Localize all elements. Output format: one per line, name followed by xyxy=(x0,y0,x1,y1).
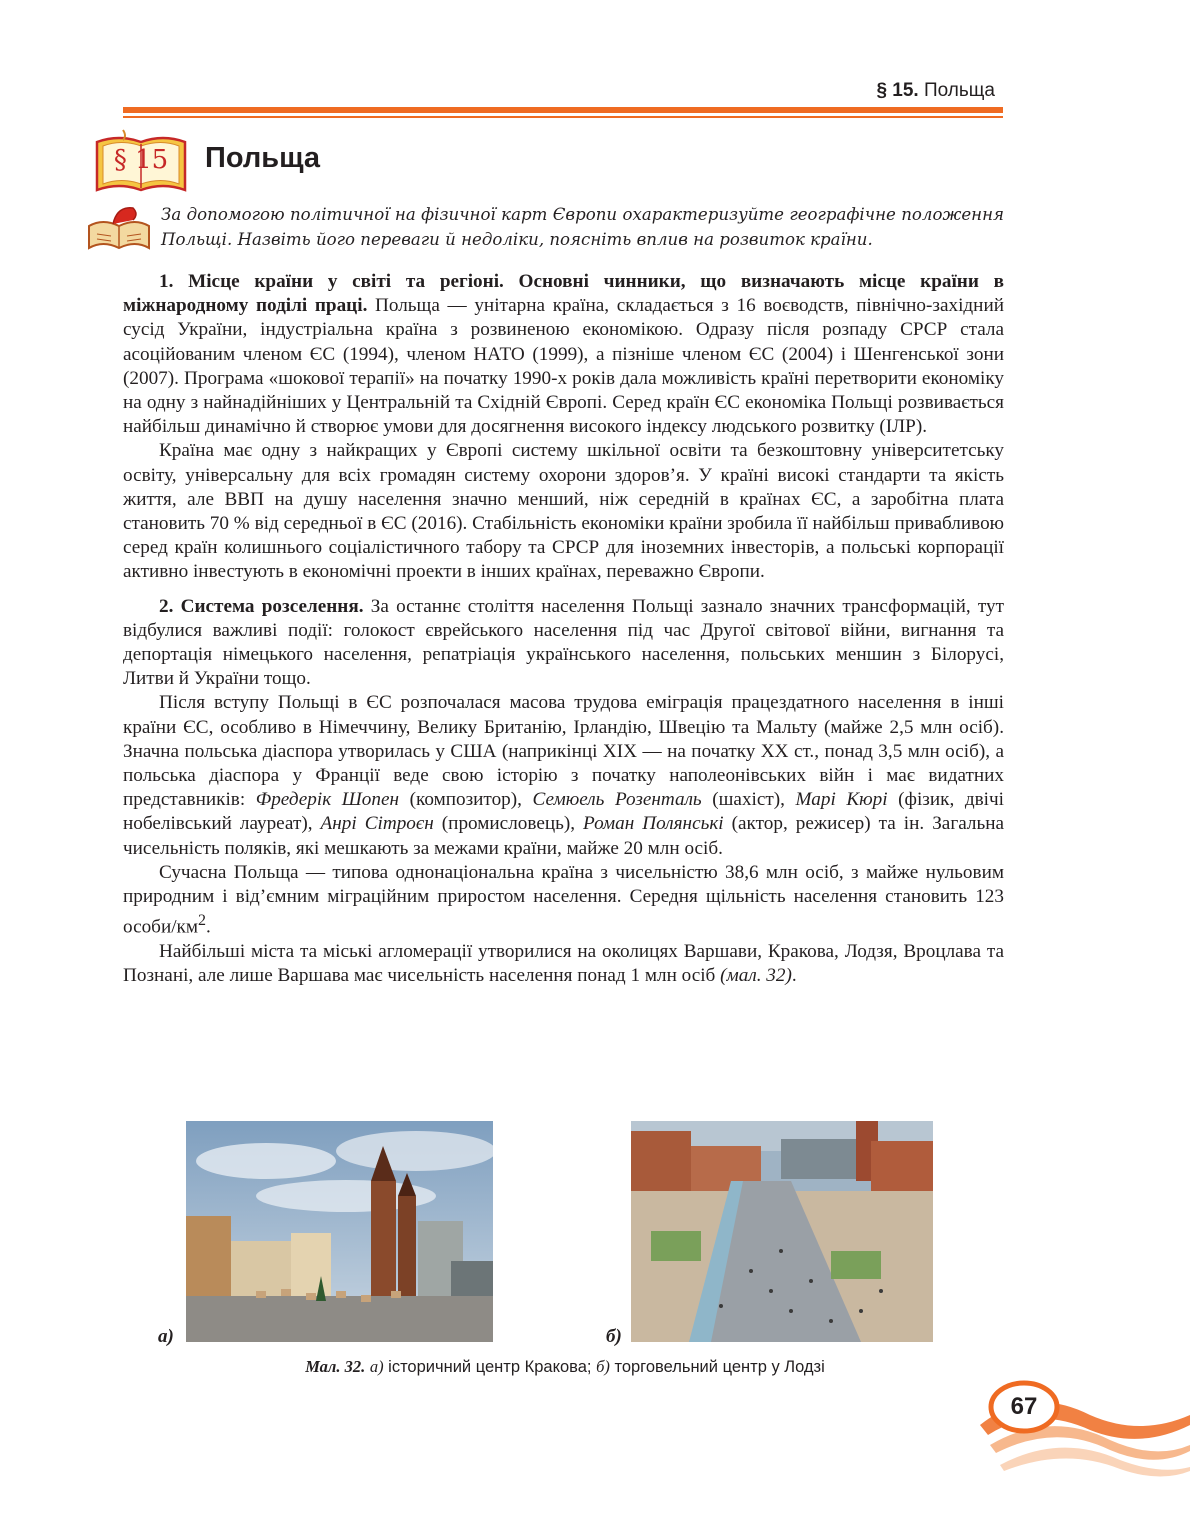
figure-caption xyxy=(0,1357,1130,1377)
caption-text-a: історичний центр Кракова; xyxy=(383,1358,597,1376)
superscript: 2 xyxy=(198,912,207,930)
photo-krakow xyxy=(186,1121,493,1342)
page-number: 67 xyxy=(1010,1393,1038,1420)
photo-lodz xyxy=(631,1121,933,1342)
figure-label-a: а) xyxy=(158,1326,174,1347)
caption-mark-b: б) xyxy=(596,1357,610,1376)
section2-p3-text-a: Сучасна Польща — типова однонаціональна країна з чисельністю 38,6 млн осіб, з майже нульовим природним і від’ємним міграційним приростом населення. Середня щільність населення становить 123 особи/км xyxy=(123,861,1004,938)
section1-paragraph-1 xyxy=(123,270,1004,439)
header-rule-thin xyxy=(123,116,1003,118)
section2-paragraph-2 xyxy=(123,691,1004,860)
section2-p2-text-d: (фізик, двічі нобелівський лауреат), xyxy=(123,789,1004,835)
figure-reference: (мал. 32) xyxy=(720,965,792,987)
section2-heading: 2. Система розселення. xyxy=(159,595,364,617)
badge-label: § 15 xyxy=(113,145,169,175)
section1-p1-text: Польща — унітарна країна, складається з 16 воєводств, північно-західний сусід України, індустріальна країна з розвиненою економікою. Одразу після розпаду СРСР стала асоційованим членом ЄС (1994), членом НАТО (1999), а пізніше членом ЄС (2004) і Шенгенської зони (2007). Програма «шокової терапії» на початку 1990-х років дала можливість країні перетворити економіку на одну з найнадійніших у Центральній та Східній Європі. Серед країн ЄС економіка Польщі розвивається найбільш динамічно й створює умови для досягнення високого індексу людського розвитку (ІЛР). xyxy=(123,295,1004,438)
section2-p2-text-e: (промисловець), xyxy=(433,813,584,835)
person-name: Марі Кюрі xyxy=(795,789,888,811)
task-text: За допомогою політичної на фізичної карт Європи охарактеризуйте географічне положення Польщі. Назвіть його переваги й недоліки, поясніть вплив на розвиток країни. xyxy=(161,205,1004,249)
page-title: Польща xyxy=(205,142,321,174)
section2-p4-text-b: . xyxy=(791,965,797,987)
section2-p1-text: За останнє століття населення Польщі зазнало значних трансформацій, тут відбулися важливі події: голокост єврейського населення під час Другої світової війни, вигнання та депортація німецького населення, репатріація українського населення, польських меншин з Білорусі, Литви й України тощо. xyxy=(123,595,1004,690)
section2-p4-text-a: Найбільші міста та міські агломерації утворилися на околицях Варшави, Кракова, Лодзя, Вроцлава та Познані, але лише Варшава має чисельність населення понад 1 млн осіб xyxy=(123,940,1004,987)
section2-p2-text-f: (актор, режисер) та ін. Загальна чисельність поляків, які мешкають за межами країни, майже 20 млн осіб. xyxy=(123,813,1004,859)
header-rule xyxy=(123,107,1003,113)
section-badge xyxy=(93,128,189,198)
person-name: Анрі Сітроєн xyxy=(320,813,434,835)
caption-text-b: торговельний центр у Лодзі xyxy=(609,1358,825,1376)
caption-mark-a: а) xyxy=(369,1357,384,1376)
person-name: Фредерік Шопен xyxy=(255,789,400,811)
person-name: Роман Полянські xyxy=(583,813,724,835)
main-text xyxy=(123,270,1004,988)
running-head-section-name: Польща xyxy=(924,80,995,101)
section2-paragraph-1 xyxy=(123,595,1004,692)
section2-paragraph-4 xyxy=(123,940,1004,988)
section1-paragraph-2: Країна має одну з найкращих у Європі систему шкільної освіти та безкоштовну університетську освіту, універсальну для всіх громадян систему охорони здоров’я. У країні високі стандарти та якість життя, але ВВП на душу населення значно менший, ніж середній в країнах ЄС, а заробітна плата становить 70 % від середньої в ЄС (2016). Стабільність економіки країни зробила її найбільш привабливою серед країн колишнього соціалістичного табору та СРСР для іноземних інвесторів, а польські корпорації активно інвестують в економічні проекти в інших країнах, переважно Європи. xyxy=(123,440,1004,583)
caption-number: Мал. 32. xyxy=(305,1357,366,1376)
section2-paragraph-3 xyxy=(123,861,1004,940)
section2-p2-text-a: Після вступу Польщі в ЄС розпочалася масова трудова еміграція працездатного населення в інші країни ЄС, особливо в Німеччину, Велику Британію, Ірландію, Швецію та Мальту (майже 2,5 млн осіб). Значна польська діаспора утворилась у США (наприкінці XIX — на початку XX ст., понад 3,5 млн осіб), а польська діаспора у Франції веде свою історію з початку наполеонівських війн і має видатних представників: xyxy=(123,692,1004,811)
section2-p2-text-c: (шахіст), xyxy=(701,789,796,811)
running-head-section-mark: § 15. xyxy=(876,80,919,101)
figure-label-b: б) xyxy=(606,1326,622,1347)
section2-p3-text-b: . xyxy=(206,916,211,938)
section2-p2-text-b: (композитор), xyxy=(399,789,533,811)
person-name: Семюель Розенталь xyxy=(532,789,702,811)
task-book-icon xyxy=(83,204,155,254)
section1-heading: 1. Місце країни у світі та регіоні. Основні чинники, що визначають місце країни в міжнародному поділі праці. xyxy=(123,271,1004,317)
running-head xyxy=(876,80,995,102)
